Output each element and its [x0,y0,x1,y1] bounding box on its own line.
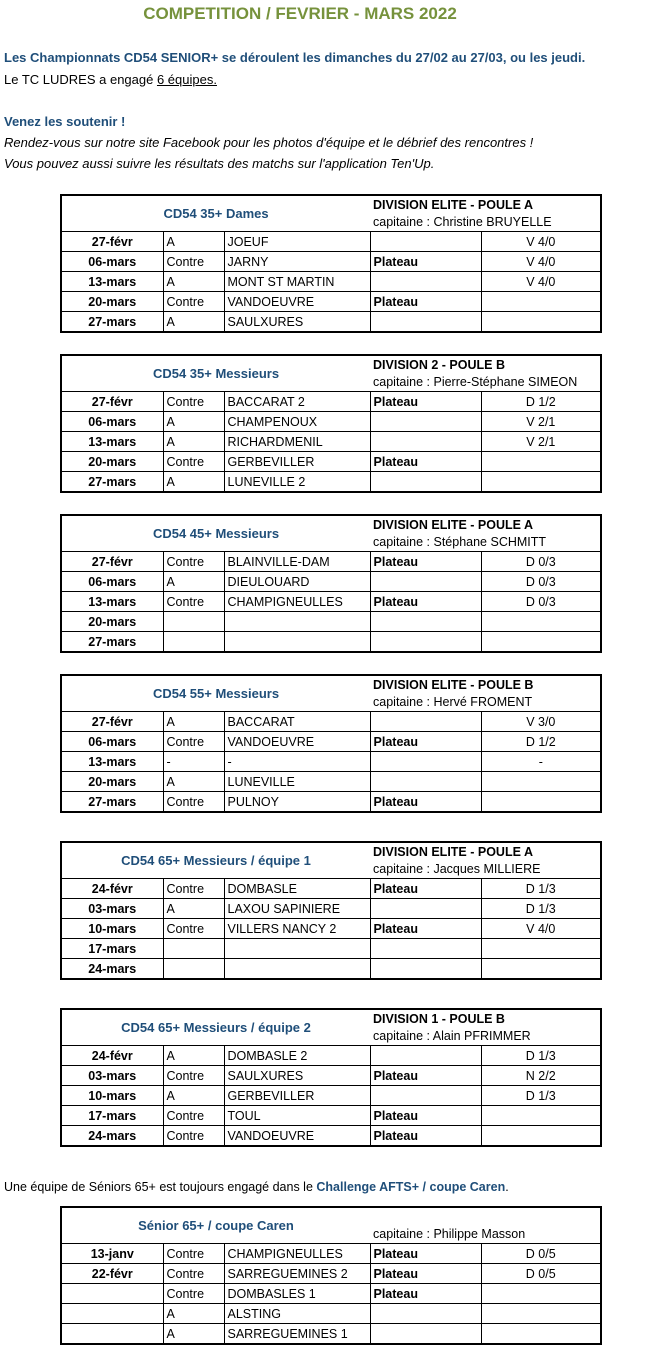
team-name: Sénior 65+ / coupe Caren [61,1207,370,1244]
team-header-row [61,515,601,533]
match-venue [163,632,224,653]
match-venue: Contre [163,292,224,312]
match-date: 27-mars [61,312,163,333]
match-date: 27-mars [61,632,163,653]
match-venue: Contre [163,452,224,472]
match-row [61,392,601,412]
match-row [61,1046,601,1066]
match-result [481,1284,601,1304]
match-note: Plateau [370,879,481,899]
match-opponent: SAULXURES [224,312,370,333]
match-date [61,1304,163,1324]
match-row [61,432,601,452]
match-venue: A [163,772,224,792]
match-venue: A [163,1304,224,1324]
team-table [60,354,602,493]
team-division: DIVISION ELITE - POULE B [370,675,601,693]
match-opponent: BLAINVILLE-DAM [224,552,370,572]
match-result [481,1106,601,1126]
match-venue [163,939,224,959]
match-row [61,1066,601,1086]
team-name: CD54 65+ Messieurs / équipe 2 [61,1009,370,1046]
team-name: CD54 55+ Messieurs [61,675,370,712]
page-title: COMPETITION / FEVRIER - MARS 2022 [143,4,457,23]
match-opponent: VANDOEUVRE [224,1126,370,1147]
cup-table [60,1206,602,1345]
match-row [61,312,601,333]
match-note: Plateau [370,392,481,412]
match-opponent: SARREGUEMINES 1 [224,1324,370,1345]
match-result: D 0/5 [481,1264,601,1284]
match-row [61,712,601,732]
match-result [481,959,601,980]
match-note: Plateau [370,1264,481,1284]
match-result [481,472,601,493]
team-header-row [61,1207,601,1225]
match-note: Plateau [370,1244,481,1264]
match-venue: A [163,412,224,432]
match-opponent: TOUL [224,1106,370,1126]
team-header-row [61,1009,601,1027]
match-result [481,1324,601,1345]
match-date: 06-mars [61,732,163,752]
team-table [60,1008,602,1147]
match-date: 06-mars [61,572,163,592]
facebook-text: Rendez-vous sur notre site Facebook pour les photos d'équipe et le débrief des rencontres ! [4,135,534,150]
team-captain: capitaine : Philippe Masson [370,1225,601,1244]
team-division [370,1207,601,1225]
challenge-note-prefix: Une équipe de Séniors 65+ est toujours engagé dans le [4,1180,317,1194]
team-division: DIVISION ELITE - POULE A [370,195,601,213]
match-note: Plateau [370,1106,481,1126]
match-opponent: GERBEVILLER [224,452,370,472]
match-result: - [481,752,601,772]
match-opponent: DOMBASLES 1 [224,1284,370,1304]
team-division: DIVISION ELITE - POULE A [370,842,601,860]
match-venue: Contre [163,592,224,612]
match-venue: Contre [163,392,224,412]
match-row [61,1126,601,1147]
match-note: Plateau [370,252,481,272]
team-table [60,194,602,333]
match-date: 06-mars [61,252,163,272]
match-result: D 1/2 [481,392,601,412]
match-note: Plateau [370,1066,481,1086]
match-row [61,752,601,772]
team-header-row [61,195,601,213]
match-note [370,959,481,980]
match-venue: Contre [163,732,224,752]
match-opponent [224,632,370,653]
team-captain: capitaine : Pierre-Stéphane SIMEON [370,373,601,392]
team-name: CD54 45+ Messieurs [61,515,370,552]
team-captain: capitaine : Hervé FROMENT [370,693,601,712]
team-captain: capitaine : Stéphane SCHMITT [370,533,601,552]
match-note [370,432,481,452]
match-venue: A [163,432,224,452]
match-venue: A [163,312,224,333]
match-venue: A [163,472,224,493]
match-note [370,572,481,592]
match-result [481,312,601,333]
match-result: D 0/3 [481,552,601,572]
match-date: 10-mars [61,919,163,939]
match-date: 03-mars [61,899,163,919]
match-result: D 0/3 [481,572,601,592]
match-result: V 4/0 [481,252,601,272]
team-captain: capitaine : Christine BRUYELLE [370,213,601,232]
match-row [61,412,601,432]
match-row [61,272,601,292]
team-table [60,514,602,653]
match-opponent: CHAMPIGNEULLES [224,592,370,612]
match-row [61,1264,601,1284]
match-date: 27-févr [61,712,163,732]
match-result: N 2/2 [481,1066,601,1086]
team-division: DIVISION 1 - POULE B [370,1009,601,1027]
intro-line-1: Les Championnats CD54 SENIOR+ se déroulent les dimanches du 27/02 au 27/03, ou les jeudi. [4,50,586,65]
match-date [61,1284,163,1304]
match-venue: Contre [163,919,224,939]
match-result: D 1/3 [481,1086,601,1106]
match-opponent: SAULXURES [224,1066,370,1086]
match-opponent: LUNEVILLE 2 [224,472,370,493]
match-opponent [224,959,370,980]
match-venue: Contre [163,552,224,572]
match-date: 06-mars [61,412,163,432]
match-date: 24-févr [61,879,163,899]
match-venue: A [163,232,224,252]
match-date: 27-févr [61,232,163,252]
match-date: 27-févr [61,392,163,412]
match-note [370,712,481,732]
match-row [61,452,601,472]
match-opponent [224,939,370,959]
match-note: Plateau [370,792,481,813]
match-result: D 1/2 [481,732,601,752]
match-result [481,632,601,653]
match-opponent: VANDOEUVRE [224,292,370,312]
match-venue: A [163,272,224,292]
match-result [481,939,601,959]
match-result: V 2/1 [481,432,601,452]
teams-count-link: 6 équipes. [156,72,217,87]
match-row [61,939,601,959]
match-result: V 4/0 [481,919,601,939]
match-note [370,1324,481,1345]
match-date: 13-mars [61,272,163,292]
tenup-text: Vous pouvez aussi suivre les résultats des matchs sur l'application Ten'Up. [4,156,435,171]
match-date: 17-mars [61,939,163,959]
match-note [370,939,481,959]
match-result: V 4/0 [481,272,601,292]
team-header-row [61,355,601,373]
match-result [481,772,601,792]
match-note [370,472,481,493]
match-result: D 1/3 [481,879,601,899]
support-heading: Venez les soutenir ! [4,114,126,129]
team-header-row [61,842,601,860]
match-note: Plateau [370,1284,481,1304]
match-note: Plateau [370,732,481,752]
match-row [61,879,601,899]
match-date: 13-mars [61,752,163,772]
match-row [61,612,601,632]
match-row [61,1324,601,1345]
match-date: 24-mars [61,959,163,980]
match-note [370,899,481,919]
match-opponent: LUNEVILLE [224,772,370,792]
match-opponent: MONT ST MARTIN [224,272,370,292]
match-row [61,1106,601,1126]
match-note [370,1086,481,1106]
team-name: CD54 35+ Messieurs [61,355,370,392]
match-date: 27-mars [61,472,163,493]
match-note: Plateau [370,292,481,312]
match-date: 20-mars [61,772,163,792]
team-captain: capitaine : Jacques MILLIERE [370,860,601,879]
match-opponent: PULNOY [224,792,370,813]
match-opponent: DOMBASLE 2 [224,1046,370,1066]
match-date: 20-mars [61,612,163,632]
match-date: 13-janv [61,1244,163,1264]
match-result [481,1304,601,1324]
challenge-note [4,1180,509,1194]
match-date: 10-mars [61,1086,163,1106]
match-result: D 1/3 [481,899,601,919]
match-row [61,919,601,939]
match-venue: Contre [163,792,224,813]
match-opponent: GERBEVILLER [224,1086,370,1106]
match-result [481,292,601,312]
match-date: 13-mars [61,592,163,612]
match-row [61,959,601,980]
match-opponent: SARREGUEMINES 2 [224,1264,370,1284]
match-opponent: JOEUF [224,232,370,252]
match-result: V 2/1 [481,412,601,432]
match-date: 03-mars [61,1066,163,1086]
match-venue [163,612,224,632]
match-opponent: DIEULOUARD [224,572,370,592]
match-venue: A [163,1086,224,1106]
challenge-note-suffix: . [505,1180,509,1194]
match-note [370,772,481,792]
match-opponent: CHAMPIGNEULLES [224,1244,370,1264]
match-result: V 4/0 [481,232,601,252]
team-division: DIVISION ELITE - POULE A [370,515,601,533]
match-venue [163,959,224,980]
match-date [61,1324,163,1345]
match-opponent: RICHARDMENIL [224,432,370,452]
match-date: 24-févr [61,1046,163,1066]
match-venue: Contre [163,1106,224,1126]
match-row [61,572,601,592]
match-note: Plateau [370,552,481,572]
match-row [61,632,601,653]
match-result: V 3/0 [481,712,601,732]
match-opponent: LAXOU SAPINIERE [224,899,370,919]
match-note [370,412,481,432]
match-venue: A [163,572,224,592]
match-row [61,472,601,493]
match-date: 22-févr [61,1264,163,1284]
match-result: D 1/3 [481,1046,601,1066]
match-row [61,732,601,752]
match-venue: A [163,1324,224,1345]
match-row [61,232,601,252]
match-row [61,1086,601,1106]
team-table [60,841,602,980]
match-note [370,312,481,333]
match-venue: - [163,752,224,772]
intro-line-2 [4,72,217,87]
team-captain: capitaine : Alain PFRIMMER [370,1027,601,1046]
match-note [370,1046,481,1066]
match-note: Plateau [370,452,481,472]
match-opponent: JARNY [224,252,370,272]
match-opponent: - [224,752,370,772]
match-result [481,792,601,813]
match-row [61,1244,601,1264]
match-date: 13-mars [61,432,163,452]
match-venue: Contre [163,1244,224,1264]
match-date: 17-mars [61,1106,163,1126]
match-opponent: ALSTING [224,1304,370,1324]
match-result [481,612,601,632]
match-row [61,292,601,312]
match-venue: Contre [163,1264,224,1284]
match-row [61,592,601,612]
match-note: Plateau [370,919,481,939]
match-date: 24-mars [61,1126,163,1147]
match-row [61,1304,601,1324]
match-note [370,232,481,252]
match-venue: Contre [163,252,224,272]
team-table [60,674,602,813]
match-date: 20-mars [61,292,163,312]
team-name: CD54 35+ Dames [61,195,370,232]
intro-line-2-prefix: Le TC LUDRES a engagé [4,72,157,87]
match-result: D 0/5 [481,1244,601,1264]
match-note [370,1304,481,1324]
match-note [370,752,481,772]
match-opponent [224,612,370,632]
match-note [370,272,481,292]
match-result: D 0/3 [481,592,601,612]
match-opponent: VANDOEUVRE [224,732,370,752]
team-header-row [61,675,601,693]
match-date: 27-mars [61,792,163,813]
match-venue: Contre [163,1126,224,1147]
challenge-name: Challenge AFTS+ / coupe Caren [316,1180,506,1194]
match-venue: Contre [163,1284,224,1304]
match-note [370,632,481,653]
match-row [61,899,601,919]
match-venue: Contre [163,879,224,899]
match-note [370,612,481,632]
match-opponent: VILLERS NANCY 2 [224,919,370,939]
match-opponent: BACCARAT [224,712,370,732]
match-row [61,1284,601,1304]
match-note: Plateau [370,592,481,612]
match-row [61,252,601,272]
match-row [61,792,601,813]
match-opponent: BACCARAT 2 [224,392,370,412]
match-venue: A [163,712,224,732]
match-date: 20-mars [61,452,163,472]
team-division: DIVISION 2 - POULE B [370,355,601,373]
match-venue: A [163,899,224,919]
match-row [61,772,601,792]
match-date: 27-févr [61,552,163,572]
match-row [61,552,601,572]
match-venue: Contre [163,1066,224,1086]
match-note: Plateau [370,1126,481,1147]
match-opponent: DOMBASLE [224,879,370,899]
match-venue: A [163,1046,224,1066]
match-result [481,1126,601,1147]
team-name: CD54 65+ Messieurs / équipe 1 [61,842,370,879]
match-result [481,452,601,472]
match-opponent: CHAMPENOUX [224,412,370,432]
